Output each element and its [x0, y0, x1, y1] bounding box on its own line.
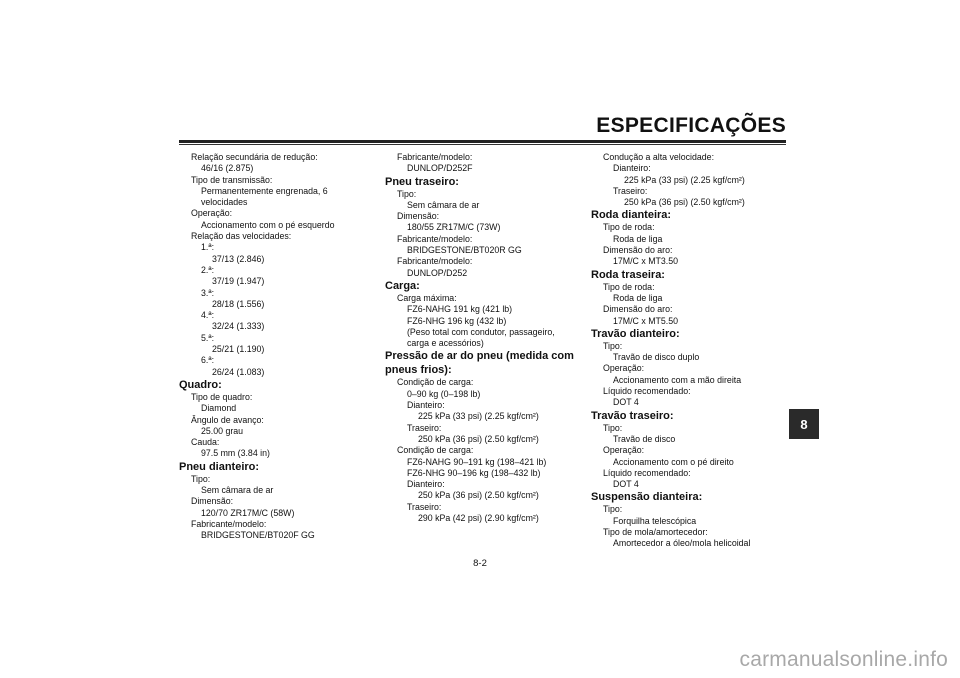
spec-label: Tipo: — [191, 473, 211, 484]
spec-label: Cauda: — [191, 437, 220, 448]
spec-label: Tipo: — [397, 188, 417, 199]
spec-value: 250 kPa (36 psi) (2.50 kgf/cm²) — [418, 490, 539, 501]
header-rule-thin — [179, 144, 786, 145]
spec-label: Tipo de mola/amortecedor: — [603, 527, 708, 538]
spec-value: carga e acessórios) — [407, 338, 484, 349]
spec-value: DOT 4 — [613, 397, 639, 408]
spec-value: Accionamento com o pé direito — [613, 456, 734, 467]
watermark: carmanualsonline.info — [739, 648, 948, 671]
spec-value: 250 kPa (36 psi) (2.50 kgf/cm²) — [418, 433, 539, 444]
spec-value: Accionamento com o pé esquerdo — [201, 219, 335, 230]
spec-value: 120/70 ZR17M/C (58W) — [201, 507, 295, 518]
spec-value: 17M/C x MT5.50 — [613, 315, 679, 326]
spec-value: 290 kPa (42 psi) (2.90 kgf/cm²) — [418, 513, 539, 524]
spec-value: 25/21 (1.190) — [212, 344, 265, 355]
spec-value: BRIDGESTONE/BT020R GG — [407, 245, 522, 256]
spec-label: Operação: — [191, 208, 233, 219]
section-heading: Roda dianteira: — [591, 209, 672, 222]
spec-value: Sem câmara de ar — [201, 485, 274, 496]
section-heading: Travão traseiro: — [591, 409, 674, 422]
spec-label: Tipo de quadro: — [191, 391, 253, 402]
spec-value: FZ6-NHG 90–196 kg (198–432 lb) — [407, 467, 541, 478]
spec-column-1 — [179, 152, 369, 542]
section-heading: Pressão de ar do pneu (medida com — [385, 350, 574, 363]
spec-value: 28/18 (1.556) — [212, 298, 265, 309]
spec-value: Traseiro: — [407, 422, 442, 433]
spec-label: Dimensão: — [191, 496, 234, 507]
spec-label: Condição de carga: — [397, 445, 474, 456]
spec-value: 37/19 (1.947) — [212, 276, 265, 287]
spec-label: Operação: — [603, 445, 645, 456]
spec-label: Dimensão do aro: — [603, 245, 673, 256]
section-heading: Pneu dianteiro: — [179, 460, 260, 473]
spec-label: Tipo: — [603, 504, 623, 515]
spec-value: Accionamento com a mão direita — [613, 374, 742, 385]
spec-value: BRIDGESTONE/BT020F GG — [201, 530, 315, 541]
section-heading: pneus frios): — [385, 364, 452, 377]
spec-value: 17M/C x MT3.50 — [613, 256, 679, 267]
spec-value: Traseiro: — [613, 185, 648, 196]
spec-label: Dimensão: — [397, 211, 440, 222]
spec-label: Condição de carga: — [397, 377, 474, 388]
spec-value: 2.ª: — [201, 264, 215, 275]
spec-value: 5.ª: — [201, 332, 215, 343]
spec-value: 180/55 ZR17M/C (73W) — [407, 222, 501, 233]
spec-value: 25.00 grau — [201, 425, 244, 436]
spec-label: Ângulo de avanço: — [191, 414, 264, 425]
spec-label: Dimensão do aro: — [603, 304, 673, 315]
spec-value: DUNLOP/D252 — [407, 267, 468, 278]
spec-value: Amortecedor a óleo/mola helicoidal — [613, 538, 751, 549]
spec-value: 26/24 (1.083) — [212, 366, 265, 377]
spec-value: Sem câmara de ar — [407, 199, 480, 210]
spec-value: 32/24 (1.333) — [212, 321, 265, 332]
spec-value: Diamond — [201, 403, 237, 414]
spec-label: Tipo: — [603, 340, 623, 351]
spec-label: Operação: — [603, 363, 645, 374]
spec-label: Relação das velocidades: — [191, 231, 292, 242]
spec-value: FZ6-NAHG 90–191 kg (198–421 lb) — [407, 456, 547, 467]
header-rule — [179, 140, 786, 143]
spec-value: Dianteiro: — [613, 163, 651, 174]
spec-value: 3.ª: — [201, 287, 215, 298]
spec-label: Líquido recomendado: — [603, 386, 691, 397]
spec-value: FZ6-NAHG 191 kg (421 lb) — [407, 304, 513, 315]
page-number: 8-2 — [473, 558, 487, 569]
spec-label: Fabricante/modelo: — [191, 518, 267, 529]
spec-value: 225 kPa (33 psi) (2.25 kgf/cm²) — [418, 411, 539, 422]
section-heading: Pneu traseiro: — [385, 175, 459, 188]
spec-value: 1.ª: — [201, 242, 215, 253]
spec-value: Travão de disco duplo — [613, 352, 700, 363]
spec-value: Roda de liga — [613, 233, 663, 244]
spec-value: 37/13 (2.846) — [212, 253, 265, 264]
spec-column-2 — [385, 152, 575, 524]
section-heading: Roda traseira: — [591, 268, 665, 281]
spec-value: 46/16 (2.875) — [201, 163, 254, 174]
spec-value: 6.ª: — [201, 355, 215, 366]
section-heading: Travão dianteiro: — [591, 327, 680, 340]
spec-label: Relação secundária de redução: — [191, 152, 318, 162]
spec-value: velocidades — [201, 197, 248, 208]
spec-value: 4.ª: — [201, 310, 215, 321]
page-title: ESPECIFICAÇÕES — [596, 114, 786, 137]
spec-value: Forquilha telescópica — [613, 515, 697, 526]
spec-label: Tipo de transmissão: — [191, 174, 273, 185]
spec-label: Tipo: — [603, 422, 623, 433]
spec-value: Dianteiro: — [407, 479, 445, 490]
spec-label: Fabricante/modelo: — [397, 233, 473, 244]
spec-value: DOT 4 — [613, 479, 639, 490]
spec-value: (Peso total com condutor, passageiro, — [407, 326, 555, 337]
spec-value: FZ6-NHG 196 kg (432 lb) — [407, 315, 507, 326]
spec-column-3 — [591, 152, 781, 550]
chapter-tab[interactable]: 8 — [789, 409, 819, 439]
spec-value: Roda de liga — [613, 292, 663, 303]
spec-label: Fabricante/modelo: — [397, 256, 473, 267]
spec-label: Fabricante/modelo: — [397, 152, 473, 162]
spec-value: Dianteiro: — [407, 400, 445, 411]
spec-label: Líquido recomendado: — [603, 467, 691, 478]
section-heading: Suspensão dianteira: — [591, 491, 703, 504]
section-heading: Quadro: — [179, 378, 222, 391]
spec-value: Permanentemente engrenada, 6 — [201, 185, 328, 196]
spec-label: Carga máxima: — [397, 292, 457, 303]
spec-label: Tipo de roda: — [603, 222, 655, 233]
spec-value: 225 kPa (33 psi) (2.25 kgf/cm²) — [624, 174, 745, 185]
spec-value: 250 kPa (36 psi) (2.50 kgf/cm²) — [624, 197, 745, 208]
spec-value: 0–90 kg (0–198 lb) — [407, 388, 481, 399]
section-heading: Carga: — [385, 279, 420, 292]
spec-value: DUNLOP/D252F — [407, 163, 473, 174]
spec-label: Tipo de roda: — [603, 281, 655, 292]
spec-value: 97.5 mm (3.84 in) — [201, 448, 270, 459]
spec-value: Traseiro: — [407, 501, 442, 512]
spec-label: Condução a alta velocidade: — [603, 152, 715, 162]
spec-value: Travão de disco — [613, 433, 676, 444]
